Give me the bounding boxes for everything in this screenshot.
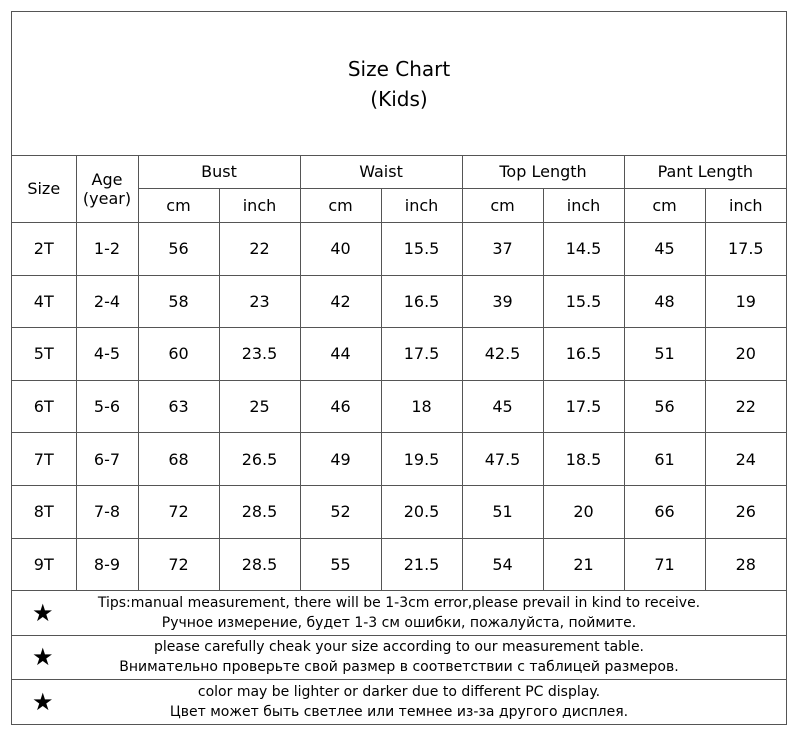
age-cell: 7-8 xyxy=(76,485,138,538)
header-bust: Bust xyxy=(138,155,300,189)
note-english: Tips:manual measurement, there will be 1-3cm error,please prevail in kind to receive. xyxy=(97,594,701,611)
table-row xyxy=(12,485,786,538)
measurement-cell: 42 xyxy=(300,275,381,328)
measurement-cell: 18.5 xyxy=(543,433,624,486)
note-english: please carefully cheak your size according to our measurement table. xyxy=(153,639,645,656)
measurement-cell: 63 xyxy=(138,380,219,433)
measurement-cell: 72 xyxy=(138,485,219,538)
measurement-cell: 45 xyxy=(462,380,543,433)
measurement-cell: 45 xyxy=(624,223,705,276)
measurement-cell: 66 xyxy=(624,485,705,538)
measurement-cell: 23.5 xyxy=(219,328,300,381)
header-unit: cm xyxy=(624,189,705,223)
header-row-groups xyxy=(12,155,786,189)
measurement-cell: 28.5 xyxy=(219,538,300,591)
note-english: color may be lighter or darker due to different PC display. xyxy=(197,683,601,700)
header-unit: cm xyxy=(138,189,219,223)
measurement-cell: 40 xyxy=(300,223,381,276)
measurement-cell: 52 xyxy=(300,485,381,538)
table-row xyxy=(12,433,786,486)
header-unit: inch xyxy=(705,189,786,223)
table-row xyxy=(12,380,786,433)
measurement-cell: 20.5 xyxy=(381,485,462,538)
measurement-cell: 21.5 xyxy=(381,538,462,591)
measurement-cell: 19 xyxy=(705,275,786,328)
measurement-cell: 21 xyxy=(543,538,624,591)
note-item xyxy=(12,679,786,724)
star-icon: ★ xyxy=(32,687,54,716)
measurement-cell: 54 xyxy=(462,538,543,591)
measurement-cell: 55 xyxy=(300,538,381,591)
size-cell: 5T xyxy=(12,328,76,381)
measurement-cell: 22 xyxy=(705,380,786,433)
note-item xyxy=(12,590,786,635)
measurement-cell: 71 xyxy=(624,538,705,591)
notes-section xyxy=(12,590,786,724)
measurement-cell: 72 xyxy=(138,538,219,591)
measurement-cell: 26.5 xyxy=(219,433,300,486)
measurement-cell: 56 xyxy=(624,380,705,433)
star-icon: ★ xyxy=(32,598,54,627)
header-unit: inch xyxy=(543,189,624,223)
title-line-1: Size Chart xyxy=(347,56,451,81)
size-cell: 2T xyxy=(12,223,76,276)
measurement-cell: 17.5 xyxy=(543,380,624,433)
note-russian: Цвет может быть светлее или темнее из-за другого дисплея. xyxy=(169,703,629,720)
header-age-unit: (year) xyxy=(82,188,132,208)
header-unit: inch xyxy=(381,189,462,223)
measurement-cell: 42.5 xyxy=(462,328,543,381)
measurement-cell: 17.5 xyxy=(705,223,786,276)
measurement-cell: 46 xyxy=(300,380,381,433)
measurement-cell: 51 xyxy=(624,328,705,381)
size-cell: 7T xyxy=(12,433,76,486)
chart-title xyxy=(12,12,786,156)
header-unit: cm xyxy=(462,189,543,223)
size-cell: 9T xyxy=(12,538,76,591)
header-age-label: Age xyxy=(91,169,123,189)
measurement-cell: 24 xyxy=(705,433,786,486)
star-icon: ★ xyxy=(32,643,54,672)
measurement-cell: 56 xyxy=(138,223,219,276)
measurement-cell: 47.5 xyxy=(462,433,543,486)
measurement-cell: 60 xyxy=(138,328,219,381)
header-age xyxy=(76,155,138,223)
measurement-cell: 58 xyxy=(138,275,219,328)
measurement-cell: 20 xyxy=(705,328,786,381)
measurement-cell: 17.5 xyxy=(381,328,462,381)
measurement-cell: 16.5 xyxy=(543,328,624,381)
measurement-cell: 25 xyxy=(219,380,300,433)
size-chart-frame xyxy=(11,11,787,725)
measurement-cell: 49 xyxy=(300,433,381,486)
table-row xyxy=(12,538,786,591)
measurement-cell: 51 xyxy=(462,485,543,538)
measurement-cell: 19.5 xyxy=(381,433,462,486)
header-unit: inch xyxy=(219,189,300,223)
age-cell: 5-6 xyxy=(76,380,138,433)
note-item xyxy=(12,635,786,680)
measurement-cell: 28 xyxy=(705,538,786,591)
measurement-cell: 22 xyxy=(219,223,300,276)
measurement-cell: 14.5 xyxy=(543,223,624,276)
age-cell: 2-4 xyxy=(76,275,138,328)
measurement-cell: 68 xyxy=(138,433,219,486)
title-line-2: (Kids) xyxy=(370,86,428,111)
size-cell: 6T xyxy=(12,380,76,433)
table-row xyxy=(12,328,786,381)
measurement-cell: 39 xyxy=(462,275,543,328)
header-pant-length: Pant Length xyxy=(624,155,786,189)
measurement-cell: 18 xyxy=(381,380,462,433)
table-body xyxy=(12,223,786,591)
measurement-cell: 26 xyxy=(705,485,786,538)
measurement-cell: 44 xyxy=(300,328,381,381)
table-row xyxy=(12,275,786,328)
measurement-cell: 20 xyxy=(543,485,624,538)
size-cell: 4T xyxy=(12,275,76,328)
header-waist: Waist xyxy=(300,155,462,189)
table-row xyxy=(12,223,786,276)
size-cell: 8T xyxy=(12,485,76,538)
measurement-cell: 28.5 xyxy=(219,485,300,538)
age-cell: 4-5 xyxy=(76,328,138,381)
header-top-length: Top Length xyxy=(462,155,624,189)
age-cell: 1-2 xyxy=(76,223,138,276)
measurement-cell: 15.5 xyxy=(543,275,624,328)
measurement-cell: 16.5 xyxy=(381,275,462,328)
age-cell: 8-9 xyxy=(76,538,138,591)
note-russian: Внимательно проверьте свой размер в соответствии с таблицей размеров. xyxy=(119,659,679,676)
measurement-cell: 48 xyxy=(624,275,705,328)
note-russian: Ручное измерение, будет 1-3 см ошибки, пожалуйста, поймите. xyxy=(161,614,637,631)
size-table xyxy=(12,155,786,591)
measurement-cell: 61 xyxy=(624,433,705,486)
measurement-cell: 15.5 xyxy=(381,223,462,276)
age-cell: 6-7 xyxy=(76,433,138,486)
header-size: Size xyxy=(12,155,76,223)
measurement-cell: 23 xyxy=(219,275,300,328)
measurement-cell: 37 xyxy=(462,223,543,276)
header-unit: cm xyxy=(300,189,381,223)
